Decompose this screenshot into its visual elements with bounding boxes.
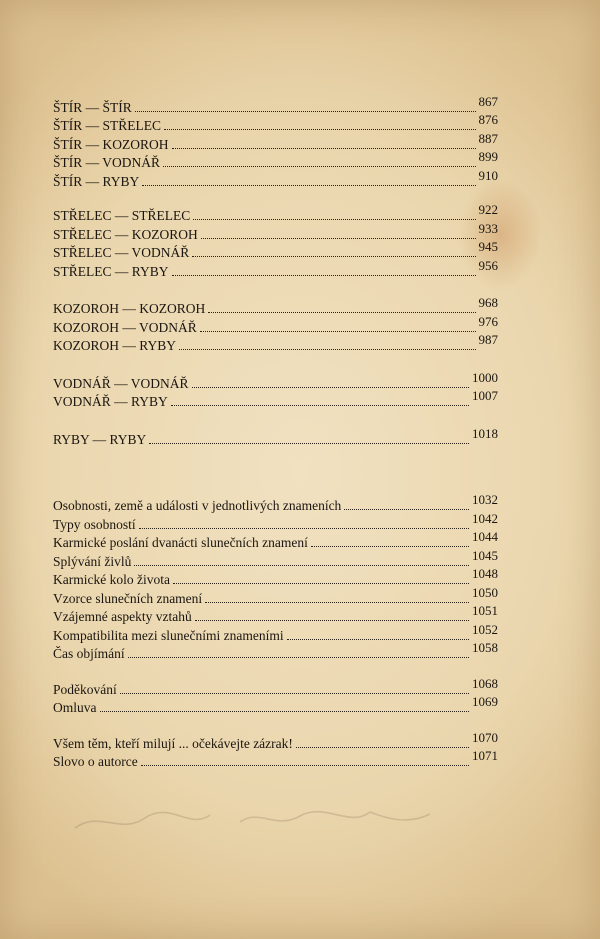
toc-entry <box>53 388 498 412</box>
dot-leader <box>311 545 469 547</box>
toc-entry <box>53 220 498 244</box>
toc-entry-page-number: 968 <box>478 295 498 310</box>
toc-entry-page-number: 1048 <box>472 566 498 581</box>
toc-entry-title: Osobnosti, země a události v jednotlivých znameních <box>53 498 342 513</box>
table-of-contents <box>53 93 498 771</box>
toc-entry-title: ŠTÍR — STŘELEC <box>53 118 162 133</box>
toc-entry-page-number: 956 <box>478 257 498 273</box>
toc-group-stir <box>53 93 498 191</box>
dot-leader <box>163 165 475 167</box>
toc-entry-title: Vzorce slunečních znamení <box>53 590 203 606</box>
toc-entry-title: ŠTÍR — VODNÁŘ <box>53 155 161 170</box>
dot-leader <box>192 255 475 257</box>
dot-leader <box>172 274 476 276</box>
toc-entry-title: Všem těm, kteří milují ... očekávejte zázrak! <box>53 735 293 751</box>
toc-entry <box>53 167 498 191</box>
toc-entry <box>53 748 498 772</box>
toc-entry-title: Typy osobností <box>53 516 136 532</box>
toc-entry-page-number: 1044 <box>472 529 498 544</box>
toc-entry-title: Karmické kolo života <box>53 572 170 587</box>
toc-entry-title: Omluva <box>53 700 97 715</box>
toc-entry-title: RYBY — RYBY <box>53 431 147 447</box>
faded-signature <box>70 800 490 840</box>
toc-entry-page-number: 976 <box>478 313 498 329</box>
toc-entry <box>53 675 498 699</box>
dot-leader <box>200 330 476 332</box>
dot-leader <box>171 404 469 406</box>
toc-entry-title: Vzájemné aspekty vztahů <box>53 609 192 624</box>
toc-entry <box>53 729 498 753</box>
toc-entry <box>53 425 498 449</box>
toc-entry <box>53 369 498 393</box>
toc-entry-title: VODNÁŘ — RYBY <box>53 394 168 409</box>
toc-group-vodnar <box>53 369 498 411</box>
dot-leader <box>139 527 469 529</box>
dot-leader <box>149 442 469 444</box>
toc-entry-page-number: 933 <box>478 220 498 236</box>
toc-entry <box>53 149 498 173</box>
toc-entry-page-number: 1069 <box>472 694 498 709</box>
dot-leader <box>164 128 475 130</box>
dot-leader <box>344 508 469 510</box>
toc-entry-title: KOZOROH — RYBY <box>53 338 177 353</box>
toc-group-thanks <box>53 675 498 717</box>
toc-entry-page-number: 1071 <box>472 748 498 763</box>
toc-entry-title: Splývání živlů <box>53 553 132 569</box>
toc-entry-title: ŠTÍR — RYBY <box>53 173 140 189</box>
toc-entry-page-number: 1045 <box>472 547 498 563</box>
toc-entry-title: STŘELEC — RYBY <box>53 263 169 279</box>
toc-entry-title: STŘELEC — VODNÁŘ <box>53 245 190 260</box>
toc-entry-page-number: 1032 <box>472 492 498 507</box>
toc-entry <box>53 112 498 136</box>
toc-entry-page-number: 1068 <box>472 675 498 691</box>
toc-entry-page-number: 887 <box>478 130 498 146</box>
dot-leader <box>142 184 475 186</box>
dot-leader <box>208 311 475 313</box>
toc-entry-title: STŘELEC — KOZOROH <box>53 226 198 242</box>
toc-entry-page-number: 1052 <box>472 621 498 637</box>
toc-entry-title: KOZOROH — VODNÁŘ <box>53 319 197 335</box>
dot-leader <box>120 692 469 694</box>
toc-group-strelec <box>53 202 498 281</box>
toc-entry-page-number: 867 <box>478 93 498 109</box>
toc-entry-title: Karmické poslání dvanácti slunečních znamení <box>53 535 308 550</box>
toc-group-appendix <box>53 492 498 664</box>
toc-entry <box>53 694 498 718</box>
toc-group-ryby <box>53 425 498 449</box>
dot-leader <box>192 386 469 388</box>
dot-leader <box>179 348 475 350</box>
dot-leader <box>135 110 476 112</box>
toc-entry-page-number: 899 <box>478 149 498 164</box>
toc-entry <box>53 257 498 281</box>
toc-entry-page-number: 945 <box>478 239 498 254</box>
toc-entry-page-number: 922 <box>478 202 498 217</box>
toc-entry <box>53 529 498 553</box>
dot-leader <box>287 638 469 640</box>
toc-entry-page-number: 1000 <box>472 369 498 385</box>
toc-entry <box>53 510 498 534</box>
dot-leader <box>172 147 476 149</box>
toc-entry-page-number: 1018 <box>472 425 498 441</box>
dot-leader <box>205 601 469 603</box>
toc-entry-title: Slovo o autorce <box>53 754 138 769</box>
toc-entry-page-number: 987 <box>478 332 498 347</box>
toc-entry <box>53 313 498 337</box>
toc-group-final <box>53 729 498 771</box>
toc-entry-title: VODNÁŘ — VODNÁŘ <box>53 375 189 391</box>
toc-entry <box>53 584 498 608</box>
toc-entry-title: Kompatibilita mezi slunečními znameními <box>53 627 284 643</box>
toc-entry-page-number: 1058 <box>472 640 498 655</box>
dot-leader <box>128 656 469 658</box>
toc-entry-title: KOZOROH — KOZOROH <box>53 301 206 316</box>
toc-entry-page-number: 1050 <box>472 584 498 600</box>
toc-entry <box>53 202 498 226</box>
toc-entry-page-number: 1051 <box>472 603 498 618</box>
toc-entry <box>53 603 498 627</box>
toc-entry-page-number: 876 <box>478 112 498 127</box>
toc-entry <box>53 547 498 571</box>
toc-entry <box>53 566 498 590</box>
toc-entry <box>53 130 498 154</box>
toc-entry <box>53 93 498 117</box>
toc-entry-page-number: 1070 <box>472 729 498 745</box>
toc-entry-title: ŠTÍR — KOZOROH <box>53 136 169 152</box>
dot-leader <box>100 710 470 712</box>
toc-entry <box>53 239 498 263</box>
toc-entry-title: Poděkování <box>53 681 117 697</box>
toc-entry-page-number: 1007 <box>472 388 498 403</box>
dot-leader <box>141 764 469 766</box>
dot-leader <box>296 746 469 748</box>
toc-entry-page-number: 910 <box>478 167 498 183</box>
toc-entry-title: ŠTÍR — ŠTÍR <box>53 99 132 115</box>
toc-entry-title: STŘELEC — STŘELEC <box>53 208 191 223</box>
toc-entry <box>53 640 498 664</box>
toc-entry-title: Čas objímání <box>53 646 125 661</box>
toc-entry-page-number: 1042 <box>472 510 498 526</box>
toc-group-kozoroh <box>53 295 498 356</box>
dot-leader <box>173 582 469 584</box>
toc-entry <box>53 295 498 319</box>
dot-leader <box>134 564 469 566</box>
dot-leader <box>193 218 475 220</box>
toc-entry <box>53 492 498 516</box>
dot-leader <box>195 619 469 621</box>
toc-entry <box>53 332 498 356</box>
dot-leader <box>201 237 476 239</box>
toc-entry <box>53 621 498 645</box>
